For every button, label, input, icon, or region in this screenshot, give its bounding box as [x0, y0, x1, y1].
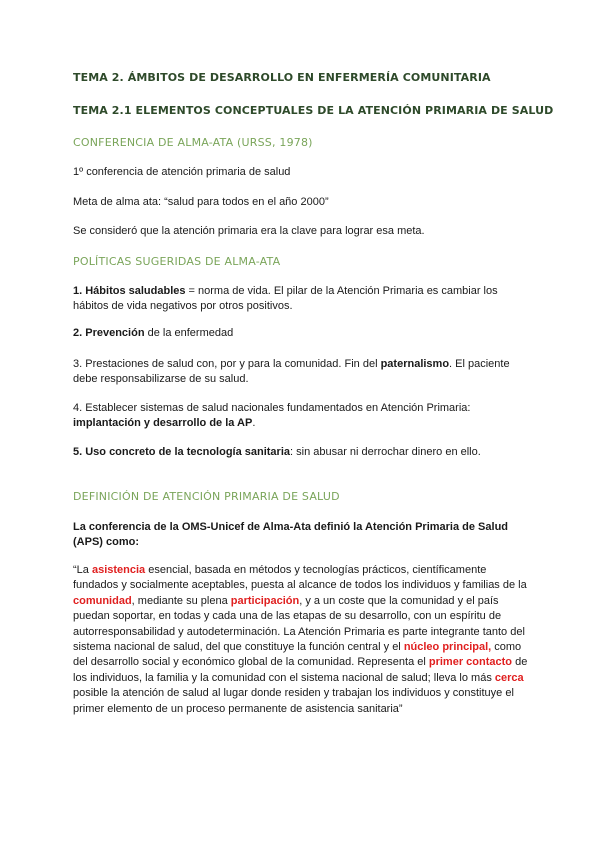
policy-5-text: : sin abusar ni derrochar dinero en ello. [290, 446, 481, 458]
quote-text-3: , mediante su plena [131, 594, 231, 607]
highlight-comunidad: comunidad [73, 594, 132, 607]
heading-tema-2: TEMA 2. ÁMBITOS DE DESARROLLO EN ENFERMERÍA COMUNITARIA [73, 71, 491, 84]
intro-paragraph-2: Meta de alma ata: “salud para todos en el año 2000” [73, 196, 329, 208]
policy-5-title: 5. Uso concreto de la tecnología sanitaria [73, 446, 291, 458]
heading-politicas: POLÍTICAS SUGERIDAS DE ALMA-ATA [73, 255, 281, 268]
quote-text-2: esencial, basada en métodos y tecnologías prácticos, científicamente fundados y socialmente aceptables, puesta al alcance de todos los individuos y familias de la [73, 564, 527, 592]
heading-conferencia: CONFERENCIA DE ALMA-ATA (URSS, 1978) [73, 136, 313, 149]
quote-text-7: posible la atención de salud al lugar donde residen y trabajan los individuos y constituye el primer elemento de un proceso permanente de asistencia sanitaria” [73, 687, 514, 715]
policy-2-title: 2. Prevención [73, 327, 145, 339]
highlight-nucleo-principal: núcleo principal, [403, 641, 492, 654]
highlight-asistencia: asistencia [91, 564, 146, 576]
definition-lead: La conferencia de la OMS-Unicef de Alma-Ata definió la Atención Primaria de Salud (APS) como: [73, 521, 509, 549]
policy-2-text: de la enfermedad [144, 327, 234, 339]
policy-1-title: 1. Hábitos saludables [73, 285, 186, 297]
policy-4-rest: . [252, 417, 256, 430]
heading-definicion: DEFINICIÓN DE ATENCIÓN PRIMARIA DE SALUD [73, 490, 340, 503]
policy-3-rest: . El paciente debe responsabilizarse de su salud. [73, 358, 510, 386]
quote-text-1: “La [73, 564, 92, 576]
policy-item-1 [73, 284, 528, 315]
quote-text-4: , y a un coste que la comunidad y el país puedan soportar, en todas y cada una de las etapas de su desarrollo, con un espíritu de autorresponsabilidad y autodeterminación. La Atención Primaria es parte integrante tanto del sistema nacional de salud, del que constituye la función central y el [73, 594, 525, 654]
quote-text-5: como del desarrollo social y económico global de la comunidad. Representa el [73, 641, 522, 669]
policy-item-4 [73, 401, 528, 432]
highlight-participacion: participación [230, 594, 300, 607]
policy-4-text: 4. Establecer sistemas de salud nacionales fundamentados en Atención Primaria: [73, 402, 471, 414]
policy-3-bold: paternalismo [380, 358, 450, 370]
policy-3-text: 3. Prestaciones de salud con, por y para la comunidad. Fin del [73, 358, 381, 370]
intro-paragraph-1: 1º conferencia de atención primaria de salud [73, 166, 291, 178]
quote-text-6: de los individuos, la familia y la comunidad con el sistema nacional de salud; lleva lo más [73, 656, 528, 684]
policy-item-5 [73, 445, 528, 460]
policy-1-text: = norma de vida. El pilar de la Atención Primaria es cambiar los hábitos de vida negativos por otros positivos. [73, 285, 498, 313]
heading-tema-2-1: TEMA 2.1 ELEMENTOS CONCEPTUALES DE LA ATENCIÓN PRIMARIA DE SALUD [73, 104, 554, 117]
highlight-cerca: cerca [494, 671, 524, 684]
intro-paragraph-3: Se consideró que la atención primaria era la clave para lograr esa meta. [73, 225, 425, 237]
policy-item-3 [73, 357, 528, 388]
policy-item-2 [73, 326, 528, 341]
policy-4-bold: implantación y desarrollo de la AP [73, 417, 253, 430]
definition-quote [73, 563, 528, 717]
highlight-primer-contacto: primer contacto [428, 656, 513, 669]
